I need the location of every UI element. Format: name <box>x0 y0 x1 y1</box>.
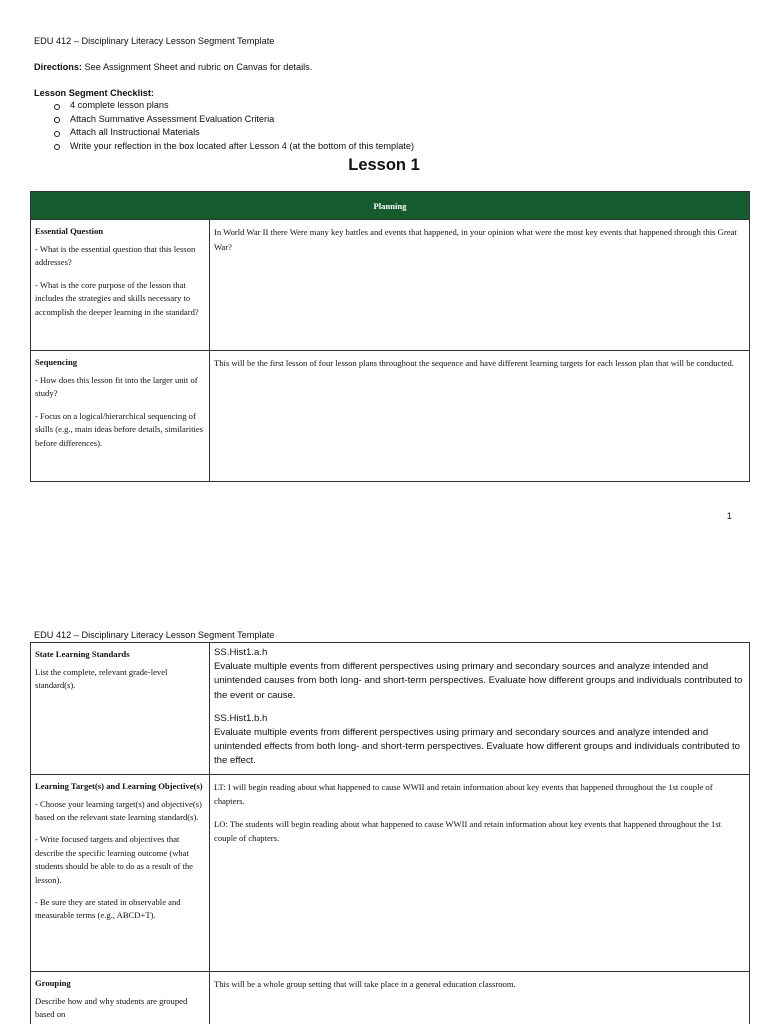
sequencing-heading: Sequencing <box>35 357 78 367</box>
grouping-heading: Grouping <box>35 977 71 988</box>
row-label-cell <box>31 220 210 351</box>
prompt-text: Describe how and why students are grouped based on <box>35 995 188 1020</box>
row-label-cell <box>31 774 210 971</box>
standard-code: SS.Hist1.a.h <box>214 647 268 658</box>
response-cell <box>210 971 750 1024</box>
prompt-text: - Focus on a logical/hierarchical sequencing of skills (e.g., main ideas before details, similarities before differences). <box>35 410 204 448</box>
prompt-text: - How does this lesson fit into the larger unit of study? <box>35 375 198 399</box>
essential-question-heading: Essential Question <box>35 226 104 236</box>
checklist-item: Write your reflection in the box located after Lesson 4 (at the bottom of this template) <box>34 140 414 154</box>
response-cell <box>210 351 750 482</box>
prompt-text: - Be sure they are stated in observable and measurable terms (e.g., ABCD+T). <box>35 897 181 921</box>
prompt-text: List the complete, relevant grade-level standard(s). <box>35 667 168 691</box>
checklist-item: Attach all Instructional Materials <box>34 126 414 140</box>
page2-header: EDU 412 – Disciplinary Literacy Lesson Segment Template <box>34 630 275 640</box>
document-header: EDU 412 – Disciplinary Literacy Lesson Segment Template <box>34 36 275 46</box>
standard-text: Evaluate multiple events from different perspectives using primary and secondary sources and analyze intended and unintended effects from both long- and short-term perspectives. Evaluate how different groups and individuals contributed to the effect. <box>214 727 741 767</box>
checklist-item: Attach Summative Assessment Evaluation Criteria <box>34 113 414 127</box>
table-row <box>31 220 750 351</box>
table-row <box>31 971 750 1024</box>
lesson-title: Lesson 1 <box>348 156 420 174</box>
directions-label: Directions: <box>34 62 82 72</box>
planning-table <box>30 191 750 482</box>
grouping-response: This will be a whole group setting that will take place in a general education classroom. <box>214 978 516 989</box>
table-row <box>31 774 750 971</box>
learning-target-response: LT: I will begin reading about what happened to cause WWII and retain information about key events that happened throughout the 1st couple of chapters. <box>214 781 713 807</box>
table-row <box>31 351 750 482</box>
response-cell <box>210 774 750 971</box>
page-number: 1 <box>726 511 732 521</box>
directions-text: See Assignment Sheet and rubric on Canvas for details. <box>82 62 313 72</box>
table-row <box>31 643 750 775</box>
prompt-text: - What is the essential question that this lesson addresses? <box>35 244 196 268</box>
row-label-cell <box>31 351 210 482</box>
learning-targets-heading: Learning Target(s) and Learning Objective(s) <box>35 780 203 791</box>
essential-question-response: In World War II there Were many key battles and events that happened, in your opinion what were the most key events that happened through this Great War? <box>214 227 737 252</box>
directions-line <box>34 62 312 72</box>
standard-code: SS.Hist1.b.h <box>214 712 268 724</box>
response-cell <box>210 643 750 775</box>
sequencing-response: This will be the first lesson of four lesson plans throughout the sequence and have different learning targets for each lesson plan that will be conducted. <box>214 358 734 368</box>
state-standards-heading: State Learning Standards <box>35 649 130 659</box>
checklist-title: Lesson Segment Checklist: <box>34 88 154 98</box>
row-label-cell <box>31 643 210 775</box>
lesson-checklist <box>34 88 414 153</box>
checklist-item: 4 complete lesson plans <box>34 99 414 113</box>
planning-banner: Planning <box>31 192 750 220</box>
prompt-text: - Write focused targets and objectives that describe the specific learning outcome (what students should be able to do as a result of the lesson). <box>35 834 193 885</box>
response-cell <box>210 220 750 351</box>
prompt-text: - Choose your learning target(s) and objective(s) based on the relevant state learning standard(s). <box>35 798 202 823</box>
row-label-cell <box>31 971 210 1024</box>
standards-table <box>30 642 750 1024</box>
standard-text: Evaluate multiple events from different perspectives using primary and secondary sources and analyze intended and unintended causes from both long- and short-term perspectives. Evaluate how different groups and individuals contributed to the event or cause. <box>214 661 743 701</box>
learning-objective-response: LO: The students will begin reading about what happened to cause WWII and retain information about key events that happened throughout the 1st couple of chapters. <box>214 818 722 844</box>
prompt-text: - What is the core purpose of the lesson that includes the strategies and skills necessary to accomplish the deeper learning in the standard? <box>35 279 199 317</box>
